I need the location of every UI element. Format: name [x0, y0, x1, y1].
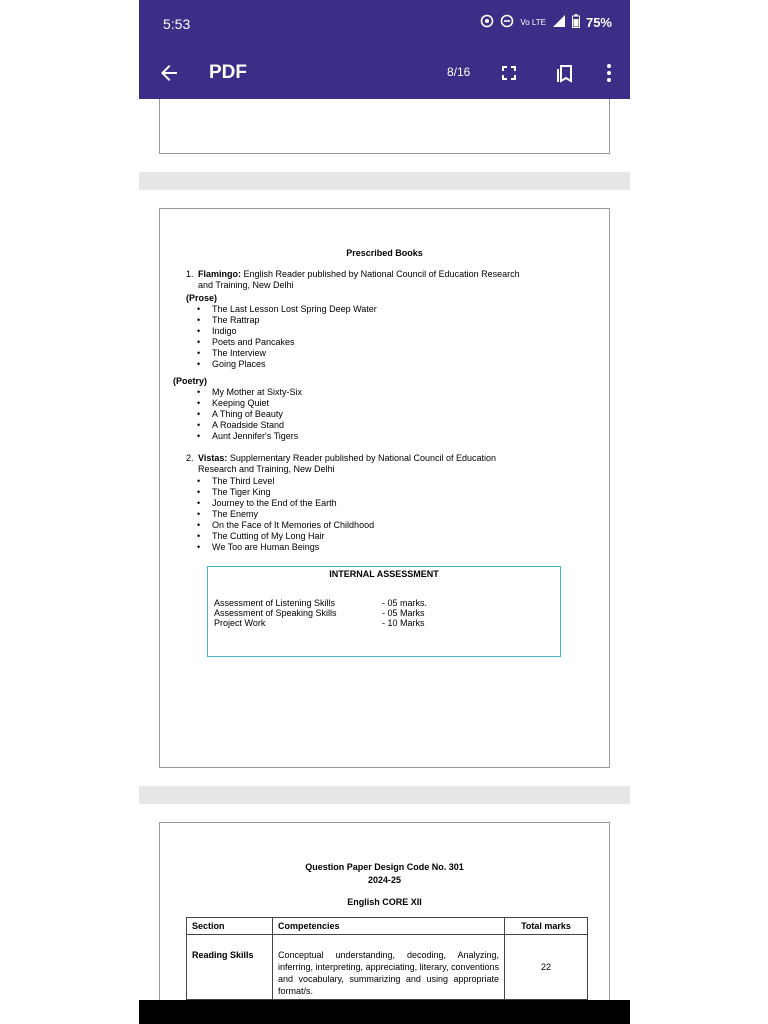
prescribed-books-heading: Prescribed Books	[346, 248, 423, 258]
list-item: • The Interview	[197, 348, 377, 359]
app-title: PDF	[209, 62, 247, 83]
status-time: 5:53	[163, 16, 191, 32]
list-item: • On the Face of It Memories of Childhood	[197, 520, 374, 531]
table-row	[187, 935, 588, 1000]
poetry-label: (Poetry)	[173, 376, 208, 386]
table-cell: Conceptual understanding, decoding, Analyzing, inferring, interpreting, appreciating, literary, conventions and vocabulary, summarizing and using appropriate format/s.	[273, 935, 505, 1000]
table-cell: 22	[505, 935, 588, 1000]
status-bar	[139, 0, 630, 47]
battery-icon	[572, 14, 580, 31]
back-arrow-icon[interactable]	[157, 61, 181, 85]
list-item: • Aunt Jennifer's Tigers	[197, 431, 302, 442]
list-item: • The Cutting of My Long Hair	[197, 531, 374, 542]
list-item: • The Tiger King	[197, 487, 374, 498]
list-item: • A Roadside Stand	[197, 420, 302, 431]
table-header: Total marks	[505, 918, 588, 935]
app-bar	[139, 47, 630, 99]
sync-icon	[480, 14, 494, 31]
status-icons	[480, 14, 612, 31]
year-heading: 2024-25	[367, 875, 402, 885]
list-item: • The Last Lesson Lost Spring Deep Water	[197, 304, 377, 315]
book-flamingo: 1. Flamingo: English Reader published by National Council of Education Research and Training, New Delhi	[186, 269, 520, 290]
list-item: • The Enemy	[197, 509, 374, 520]
pdf-page-8	[159, 208, 610, 768]
phone-screen	[139, 0, 630, 1024]
book-vistas: 2. Vistas: Supplementary Reader published by National Council of Education Research and Training, New Delhi	[186, 453, 497, 474]
table-header-row	[187, 918, 588, 935]
pdf-page-previous	[159, 99, 610, 154]
prose-list	[197, 304, 377, 370]
internal-assessment-box: INTERNAL ASSESSMENT Assessment of Listening Skills - 05 marks. Assessment of Speaking Skills - 05 Marks Project Work - 10 Marks	[207, 566, 561, 657]
signal-icon	[552, 14, 566, 31]
network-label: Vo LTE	[520, 18, 546, 27]
list-item: • A Thing of Beauty	[197, 409, 302, 420]
navigation-bar	[139, 1000, 630, 1024]
table-header: Section	[187, 918, 273, 935]
page-separator	[139, 786, 630, 804]
list-item: • The Third Level	[197, 476, 374, 487]
prose-label: (Prose)	[186, 293, 218, 303]
table-header: Competencies	[273, 918, 505, 935]
fullscreen-icon[interactable]	[497, 61, 521, 85]
do-not-disturb-icon	[500, 14, 514, 31]
list-item: • The Rattrap	[197, 315, 377, 326]
list-item: • Journey to the End of the Earth	[197, 498, 374, 509]
list-item: • Indigo	[197, 326, 377, 337]
poetry-list	[197, 387, 302, 442]
vistas-list	[197, 476, 374, 553]
list-item: • Going Places	[197, 359, 377, 370]
question-paper-heading: Question Paper Design Code No. 301	[305, 862, 464, 872]
list-item: • Poets and Pancakes	[197, 337, 377, 348]
list-item: • We Too are Human Beings	[197, 542, 374, 553]
pdf-viewer[interactable]	[139, 99, 630, 1000]
page-indicator: 8/16	[447, 65, 471, 79]
list-item: • Keeping Quiet	[197, 398, 302, 409]
pdf-page-9	[159, 822, 610, 1022]
marks-table	[186, 917, 588, 1000]
more-options-icon[interactable]	[601, 61, 617, 85]
page-separator	[139, 172, 630, 190]
battery-percent: 75%	[585, 15, 612, 30]
table-cell: Reading Skills	[187, 935, 273, 1000]
internal-assessment-title: INTERNAL ASSESSMENT	[329, 569, 439, 579]
bookmarks-icon[interactable]	[553, 61, 577, 85]
list-item: • My Mother at Sixty-Six	[197, 387, 302, 398]
course-heading: English CORE XII	[347, 897, 422, 907]
